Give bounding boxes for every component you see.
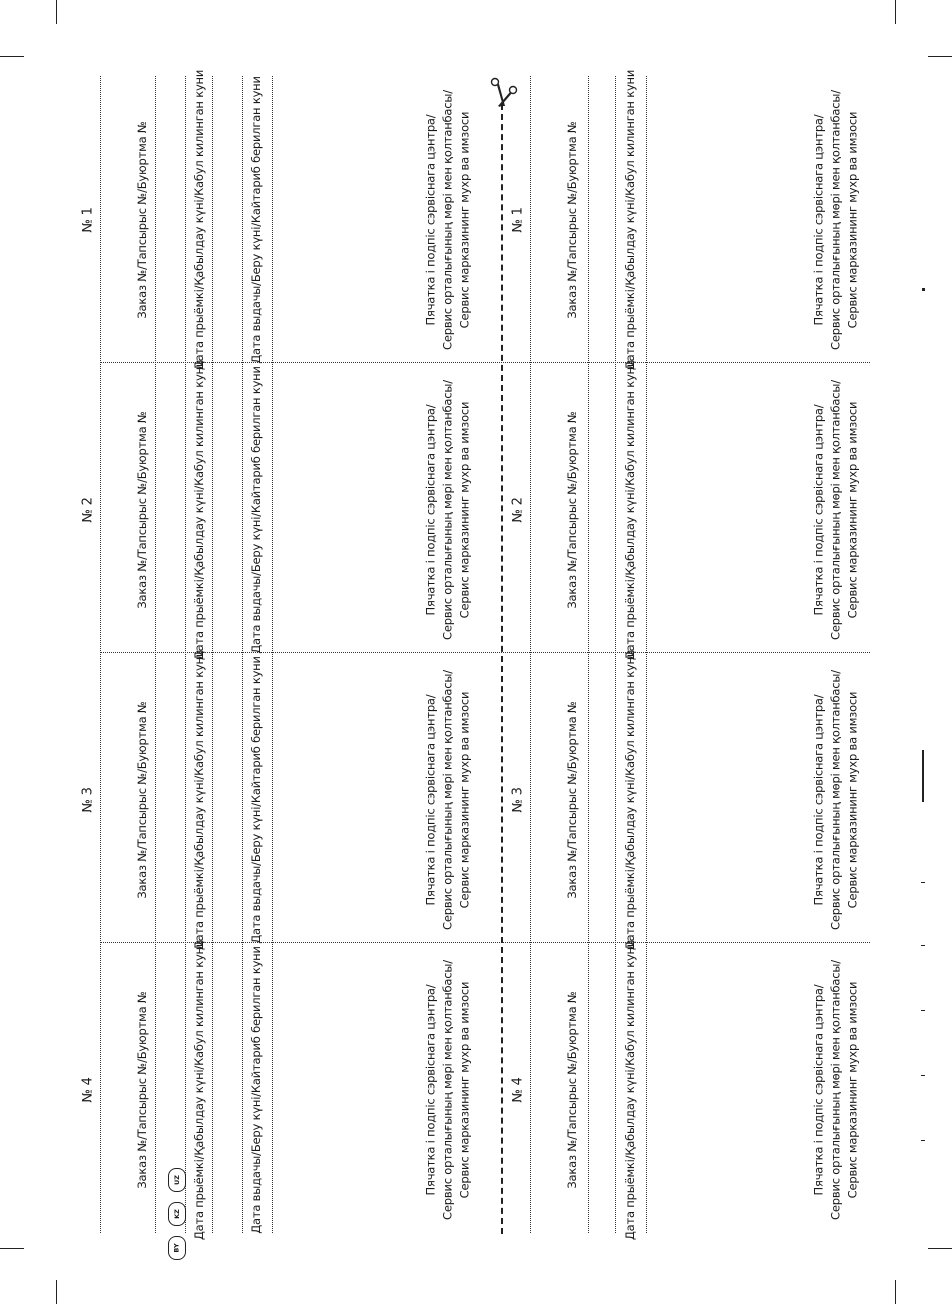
column-line [100, 76, 101, 1233]
column-line [615, 76, 616, 1233]
column-line [155, 76, 156, 1233]
column-line [242, 76, 243, 1233]
crop-mark [928, 1248, 952, 1249]
column-line [212, 76, 213, 1233]
registration-mark [921, 1075, 925, 1076]
column-line [185, 76, 186, 1233]
crop-mark [0, 1248, 24, 1249]
column-line [588, 76, 589, 1233]
crop-mark [56, 0, 57, 24]
column-line [272, 76, 273, 1233]
crop-mark [928, 56, 952, 57]
crop-mark [0, 56, 24, 57]
crop-mark [895, 0, 896, 24]
registration-mark [921, 945, 925, 946]
language-badge-uz: UZ [168, 1168, 186, 1192]
registration-mark [921, 882, 925, 883]
separator-line [100, 652, 870, 653]
language-badge-kz: KZ [168, 1202, 186, 1226]
language-badge-by: BY [168, 1236, 186, 1260]
crop-mark [56, 1280, 57, 1304]
column-line [646, 76, 647, 1233]
registration-mark [921, 1010, 925, 1011]
registration-mark [922, 750, 924, 802]
separator-line [100, 942, 870, 943]
cut-line [501, 104, 503, 1234]
separator-line [100, 362, 870, 363]
crop-mark [895, 1280, 896, 1304]
registration-mark [922, 288, 925, 291]
column-line [530, 76, 531, 1233]
registration-mark [921, 1140, 925, 1141]
scissors-icon [486, 76, 520, 116]
